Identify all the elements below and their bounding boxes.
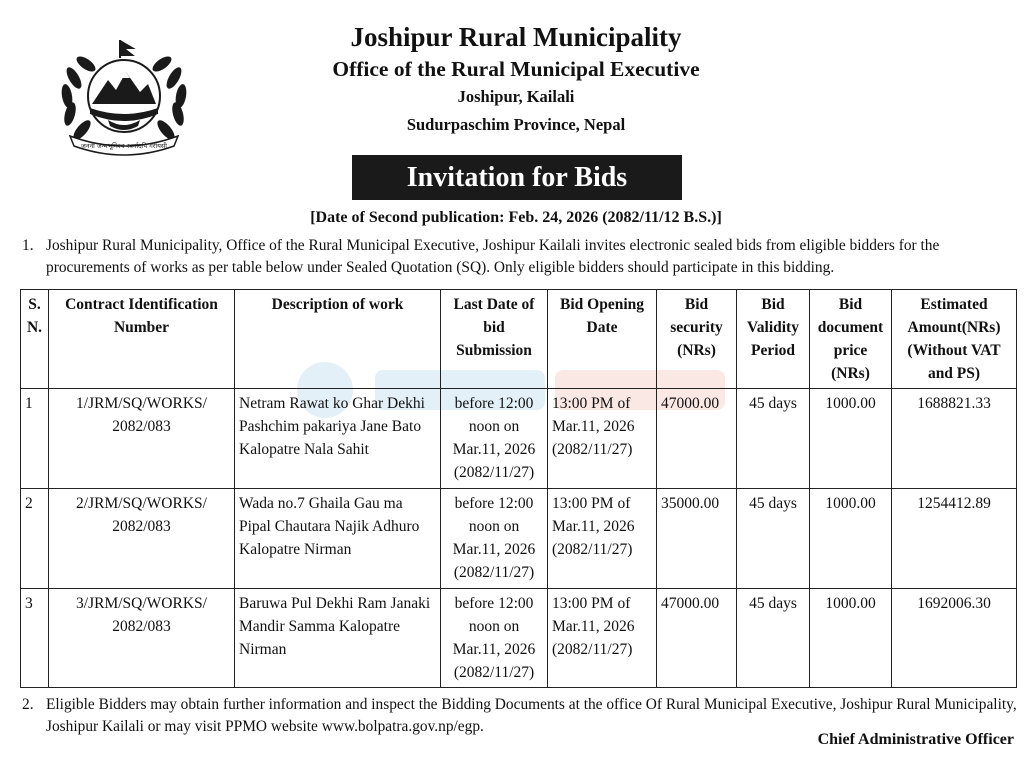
cell-last-date: before 12:00 noon on Mar.11, 2026 (2082/11/27) xyxy=(441,489,548,589)
municipality-title: Joshipur Rural Municipality xyxy=(350,22,682,52)
cell-last-date: before 12:00 noon on Mar.11, 2026 (2082/11/27) xyxy=(441,389,548,489)
cell-validity: 45 days xyxy=(737,589,810,688)
table-row xyxy=(21,489,1017,589)
table-row xyxy=(21,589,1017,688)
cell-bid-security: 47000.00 xyxy=(657,589,737,688)
cell-opening-date: 13:00 PM of Mar.11, 2026 (2082/11/27) xyxy=(548,589,657,688)
cell-doc-price: 1000.00 xyxy=(810,389,892,489)
emblem-motto: जननी जन्मभूमिश्च स्वर्गादपि गरीयसी xyxy=(81,142,167,150)
header-estimate: Estimated Amount(NRs) (Without VAT and PS) xyxy=(892,290,1017,389)
header-validity: Bid Validity Period xyxy=(737,290,810,389)
office-province: Sudurpaschim Province, Nepal xyxy=(406,115,626,134)
cell-contract-id: 3/JRM/SQ/WORKS/ 2082/083 xyxy=(49,589,235,688)
notice-banner: Invitation for Bids xyxy=(352,155,682,200)
header-contract-id: Contract Identification Number xyxy=(49,290,235,389)
cell-sn: 3 xyxy=(21,589,49,688)
cell-estimate: 1254412.89 xyxy=(892,489,1017,589)
table-header-row xyxy=(21,290,1017,389)
cell-description: Wada no.7 Ghaila Gau ma Pipal Chautara Najik Adhuro Kalopatre Nirman xyxy=(235,489,441,589)
cell-sn: 1 xyxy=(21,389,49,489)
nepal-emblem-icon xyxy=(56,38,192,156)
cell-description: Baruwa Pul Dekhi Ram Janaki Mandir Samma Kalopatre Nirman xyxy=(235,589,441,688)
cell-contract-id: 2/JRM/SQ/WORKS/ 2082/083 xyxy=(49,489,235,589)
cell-last-date: before 12:00 noon on Mar.11, 2026 (2082/11/27) xyxy=(441,589,548,688)
paragraph-2-number: 2. xyxy=(22,696,34,713)
cell-contract-id: 1/JRM/SQ/WORKS/ 2082/083 xyxy=(49,389,235,489)
header-bid-security: Bid security (NRs) xyxy=(657,290,737,389)
cell-doc-price: 1000.00 xyxy=(810,589,892,688)
cell-opening-date: 13:00 PM of Mar.11, 2026 (2082/11/27) xyxy=(548,489,657,589)
signoff: Chief Administrative Officer xyxy=(817,731,1014,748)
office-location: Joshipur, Kailali xyxy=(457,87,575,106)
header-doc-price: Bid document price (NRs) xyxy=(810,290,892,389)
cell-opening-date: 13:00 PM of Mar.11, 2026 (2082/11/27) xyxy=(548,389,657,489)
paragraph-1 xyxy=(22,235,1017,279)
cell-estimate: 1688821.33 xyxy=(892,389,1017,489)
header-opening-date: Bid Opening Date xyxy=(548,290,657,389)
cell-bid-security: 35000.00 xyxy=(657,489,737,589)
header xyxy=(200,20,832,136)
emblem-graphic xyxy=(56,38,192,156)
bids-table xyxy=(20,289,1017,688)
paragraph-2-text: Eligible Bidders may obtain further information and inspect the Bidding Documents at the office Of Rural Municipal Executive, Joshipur Rural Municipality, Joshipur Kailali or may visit PPMO website www.bolpatra.gov.np/egp. xyxy=(46,696,1017,735)
cell-description: Netram Rawat ko Ghar Dekhi Pashchim pakariya Jane Bato Kalopatre Nala Sahit xyxy=(235,389,441,489)
office-name: Office of the Rural Municipal Executive xyxy=(332,57,700,81)
header-description: Description of work xyxy=(235,290,441,389)
paragraph-1-text: Joshipur Rural Municipality, Office of the Rural Municipal Executive, Joshipur Kailali invites electronic sealed bids from eligible bidders for the procurements of works as per table below under Sealed Quotation (SQ). Only eligible bidders should participate in this bidding. xyxy=(46,237,940,276)
publication-date: [Date of Second publication: Feb. 24, 2026 (2082/11/12 B.S.)] xyxy=(310,209,722,226)
cell-bid-security: 47000.00 xyxy=(657,389,737,489)
header-sn: S. N. xyxy=(21,290,49,389)
cell-doc-price: 1000.00 xyxy=(810,489,892,589)
cell-estimate: 1692006.30 xyxy=(892,589,1017,688)
header-last-date: Last Date of bid Submission xyxy=(441,290,548,389)
cell-validity: 45 days xyxy=(737,389,810,489)
cell-sn: 2 xyxy=(21,489,49,589)
table-row xyxy=(21,389,1017,489)
paragraph-1-number: 1. xyxy=(22,237,34,254)
cell-validity: 45 days xyxy=(737,489,810,589)
